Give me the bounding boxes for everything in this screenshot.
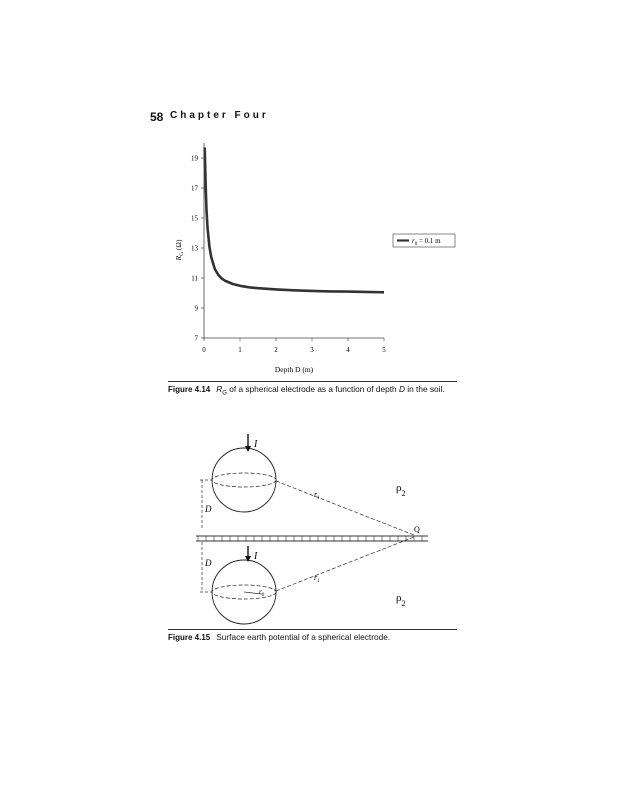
series-line-r0 xyxy=(205,148,384,293)
current-arrow-top xyxy=(245,434,251,452)
depth-label-bottom: D xyxy=(205,558,212,568)
current-arrow-bottom xyxy=(245,546,251,562)
rg-depth-chart xyxy=(160,130,441,380)
r1-label-bottom: $r_1$ xyxy=(314,573,320,584)
chart-legend xyxy=(393,234,455,247)
y-tick-label: 11 xyxy=(191,274,198,283)
y-tick-label: 19 xyxy=(191,154,198,163)
figure-4-15-caption: Figure 4.15 Surface earth potential of a spherical electrode. xyxy=(168,632,391,642)
figure-4-14-caption: Figure 4.14 $R_G$ of a spherical electrode as a function of depth D in the soil. xyxy=(168,384,445,397)
chapter-title: Chapter Four xyxy=(170,110,269,121)
y-tick-label: 17 xyxy=(191,184,198,193)
y-axis-label: $R_G$ (Ω) xyxy=(174,239,185,261)
x-tick-label: 1 xyxy=(238,346,242,354)
depth-label-top: D xyxy=(205,504,212,514)
r0-label: $r_0$ xyxy=(259,588,265,598)
rho-label-bottom: $\rho_2$ xyxy=(396,592,406,608)
y-tick-label: 15 xyxy=(191,214,198,223)
spherical-electrode-diagram xyxy=(190,430,440,630)
x-axis-label: Depth D (m) xyxy=(274,365,314,374)
y-tick-label: 7 xyxy=(194,334,198,343)
rho-label-top: $\rho_2$ xyxy=(396,482,406,498)
r1-label-top: $r_1$ xyxy=(314,490,320,501)
chart-ticks xyxy=(191,155,386,355)
figure-4-14-label: Figure 4.14 xyxy=(168,385,211,394)
x-tick-label: 3 xyxy=(310,346,314,354)
ground-surface xyxy=(196,536,428,541)
caption-rule-4-14 xyxy=(168,381,457,382)
caption-rule-4-15 xyxy=(168,629,457,630)
chart-axes xyxy=(204,143,384,338)
y-tick-label: 9 xyxy=(194,304,198,313)
current-label-top: I xyxy=(254,439,258,450)
point-q-label: Q xyxy=(414,525,420,534)
legend-label: $r_0 = 0.1$ m xyxy=(412,237,441,247)
y-tick-label: 13 xyxy=(191,244,198,253)
current-label-bottom: I xyxy=(254,551,258,562)
x-tick-label: 2 xyxy=(274,346,278,354)
figure-4-15-label: Figure 4.15 xyxy=(168,633,211,642)
upper-sphere xyxy=(212,448,276,512)
distance-line-top xyxy=(276,481,414,535)
x-tick-label: 5 xyxy=(382,346,386,354)
x-tick-label: 4 xyxy=(346,346,350,354)
distance-line-bottom xyxy=(276,537,414,591)
page-number: 58 xyxy=(150,110,164,124)
x-tick-label: 0 xyxy=(202,346,206,354)
